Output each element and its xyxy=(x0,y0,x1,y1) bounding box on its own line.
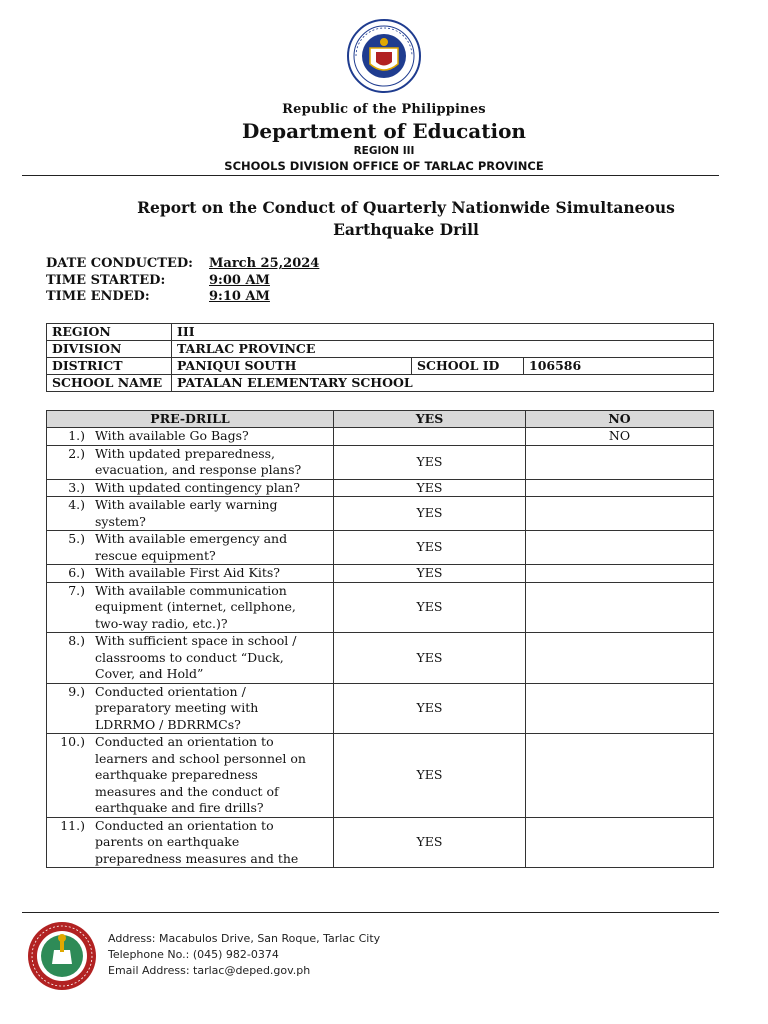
item-text-line: With available emergency and xyxy=(95,531,288,546)
footer-contact xyxy=(108,931,380,979)
item-text xyxy=(95,565,325,582)
checklist-item xyxy=(47,531,334,565)
no-cell: NO xyxy=(526,428,714,446)
checklist-item xyxy=(47,683,334,734)
school-name-label: SCHOOL NAME xyxy=(47,375,172,392)
time-ended-label: TIME ENDED: xyxy=(46,289,150,304)
item-text-line: parents on earthquake xyxy=(95,834,240,849)
item-text-line: equipment (internet, cellphone, xyxy=(95,599,296,614)
item-text-line: earthquake preparedness xyxy=(95,767,258,782)
table-row xyxy=(47,358,714,375)
division-label: DIVISION xyxy=(47,341,172,358)
table-row xyxy=(47,565,714,583)
item-text-line: LDRRMO / BDRRMCs? xyxy=(95,716,241,732)
report-title-line2: Earthquake Drill xyxy=(333,220,479,239)
yes-cell: YES xyxy=(334,445,526,479)
item-number: 5.) xyxy=(68,531,85,546)
checklist-item xyxy=(47,479,334,497)
checklist-item xyxy=(47,445,334,479)
item-text-line: measures and the conduct of xyxy=(95,783,279,799)
table-row xyxy=(47,324,714,341)
no-cell xyxy=(526,817,714,868)
yes-cell: YES xyxy=(334,683,526,734)
checklist-item xyxy=(47,582,334,633)
item-text-line: With updated contingency plan? xyxy=(95,479,300,495)
region-value: III xyxy=(172,324,714,341)
item-number: 10.) xyxy=(60,734,85,749)
item-text-line: system? xyxy=(95,513,146,529)
item-number: 3.) xyxy=(68,479,85,495)
district-value: PANIQUI SOUTH xyxy=(172,358,412,375)
pre-drill-checklist xyxy=(46,410,714,868)
item-text-line: Conducted an orientation to xyxy=(95,817,274,833)
yes-cell: YES xyxy=(334,582,526,633)
footer-divider xyxy=(22,912,719,913)
yes-cell: YES xyxy=(334,734,526,818)
item-number: 6.) xyxy=(68,565,85,580)
footer-address: Address: Macabulos Drive, San Roque, Tarlac City xyxy=(108,932,381,945)
item-text xyxy=(95,734,325,817)
no-cell xyxy=(526,565,714,583)
report-title xyxy=(100,197,712,241)
school-info-table xyxy=(46,323,714,392)
office-line: SCHOOLS DIVISION OFFICE OF TARLAC PROVINCE xyxy=(224,159,544,173)
no-cell xyxy=(526,479,714,497)
item-text-line: earthquake and fire drills? xyxy=(95,800,264,815)
table-row xyxy=(47,633,714,684)
date-row xyxy=(46,256,319,273)
table-row xyxy=(47,582,714,633)
item-text xyxy=(95,446,325,479)
item-text-line: classrooms to conduct “Duck, xyxy=(95,649,284,665)
table-row xyxy=(47,531,714,565)
yes-cell: YES xyxy=(334,531,526,565)
school-id-label: SCHOOL ID xyxy=(412,358,524,375)
table-row xyxy=(47,817,714,868)
no-cell xyxy=(526,445,714,479)
table-row xyxy=(47,683,714,734)
region-label: REGION xyxy=(47,324,172,341)
table-row xyxy=(47,375,714,392)
item-number: 2.) xyxy=(68,445,85,461)
item-text-line: learners and school personnel on xyxy=(95,750,306,766)
yes-header: YES xyxy=(334,411,526,428)
item-text-line: Cover, and Hold” xyxy=(95,666,204,681)
item-number: 4.) xyxy=(68,497,85,512)
item-number: 7.) xyxy=(68,582,85,598)
department-title: Department of Education xyxy=(242,119,526,143)
table-row xyxy=(47,341,714,358)
item-number: 1.) xyxy=(68,428,85,443)
item-number: 8.) xyxy=(68,633,85,648)
republic-line: Republic of the Philippines xyxy=(282,102,486,117)
item-text-line: Conducted orientation / xyxy=(95,683,246,699)
date-label: DATE CONDUCTED: xyxy=(46,256,193,271)
yes-cell xyxy=(334,428,526,446)
date-value: March 25,2024 xyxy=(209,256,320,271)
yes-cell: YES xyxy=(334,497,526,531)
item-text xyxy=(95,583,325,633)
checklist-item xyxy=(47,633,334,684)
no-cell xyxy=(526,734,714,818)
time-started-value: 9:00 AM xyxy=(209,272,270,288)
report-title-line1: Report on the Conduct of Quarterly Nationwide Simultaneous xyxy=(137,198,675,217)
checklist-item xyxy=(47,817,334,868)
table-row xyxy=(47,445,714,479)
time-started-label: TIME STARTED: xyxy=(46,272,166,288)
item-text-line: Conducted an orientation to xyxy=(95,734,274,749)
school-name-value: PATALAN ELEMENTARY SCHOOL xyxy=(172,375,714,392)
no-cell xyxy=(526,531,714,565)
item-text-line: With available communication xyxy=(95,582,287,598)
checklist-item xyxy=(47,428,334,446)
checklist-item xyxy=(47,565,334,583)
item-number: 11.) xyxy=(60,817,85,833)
no-cell xyxy=(526,582,714,633)
item-text-line: two-way radio, etc.)? xyxy=(95,615,228,631)
item-text xyxy=(95,633,325,683)
yes-cell: YES xyxy=(334,817,526,868)
time-started-row xyxy=(46,273,319,290)
deped-seal-icon xyxy=(346,18,422,94)
region-line: REGION III xyxy=(353,145,415,157)
item-text xyxy=(95,818,325,868)
letterhead xyxy=(0,18,768,173)
item-text-line: preparedness measures and the xyxy=(95,850,299,866)
checklist-item xyxy=(47,734,334,818)
item-text-line: rescue equipment? xyxy=(95,547,216,563)
pre-drill-header: PRE-DRILL xyxy=(47,411,334,428)
division-value: TARLAC PROVINCE xyxy=(172,341,714,358)
time-ended-row xyxy=(46,289,319,306)
yes-cell: YES xyxy=(334,479,526,497)
no-cell xyxy=(526,497,714,531)
yes-cell: YES xyxy=(334,565,526,583)
item-text xyxy=(95,531,325,564)
footer-email: Email Address: tarlac@deped.gov.ph xyxy=(108,964,311,977)
time-ended-value: 9:10 AM xyxy=(209,289,270,304)
item-text-line: evacuation, and response plans? xyxy=(95,462,302,477)
table-row xyxy=(47,428,714,446)
district-label: DISTRICT xyxy=(47,358,172,375)
item-text xyxy=(95,497,325,530)
sdo-tarlac-seal-icon xyxy=(26,920,98,992)
item-text-line: With updated preparedness, xyxy=(95,445,276,461)
item-text-line: With available early warning xyxy=(95,497,278,512)
item-text-line: With available First Aid Kits? xyxy=(95,565,280,580)
yes-cell: YES xyxy=(334,633,526,684)
no-cell xyxy=(526,633,714,684)
item-text xyxy=(95,428,325,445)
item-text-line: With sufficient space in school / xyxy=(95,633,297,648)
item-text-line: With available Go Bags? xyxy=(95,428,249,443)
footer-telephone: Telephone No.: (045) 982-0374 xyxy=(108,948,279,961)
header-divider xyxy=(22,175,719,176)
item-number: 9.) xyxy=(68,683,85,699)
item-text xyxy=(95,684,325,734)
item-text-line: preparatory meeting with xyxy=(95,700,259,715)
no-cell xyxy=(526,683,714,734)
checklist-header-row xyxy=(47,411,714,428)
checklist-item xyxy=(47,497,334,531)
item-text xyxy=(95,480,325,497)
no-header: NO xyxy=(526,411,714,428)
table-row xyxy=(47,734,714,818)
school-id-value: 106586 xyxy=(524,358,714,375)
drill-meta xyxy=(46,256,319,306)
table-row xyxy=(47,497,714,531)
table-row xyxy=(47,479,714,497)
